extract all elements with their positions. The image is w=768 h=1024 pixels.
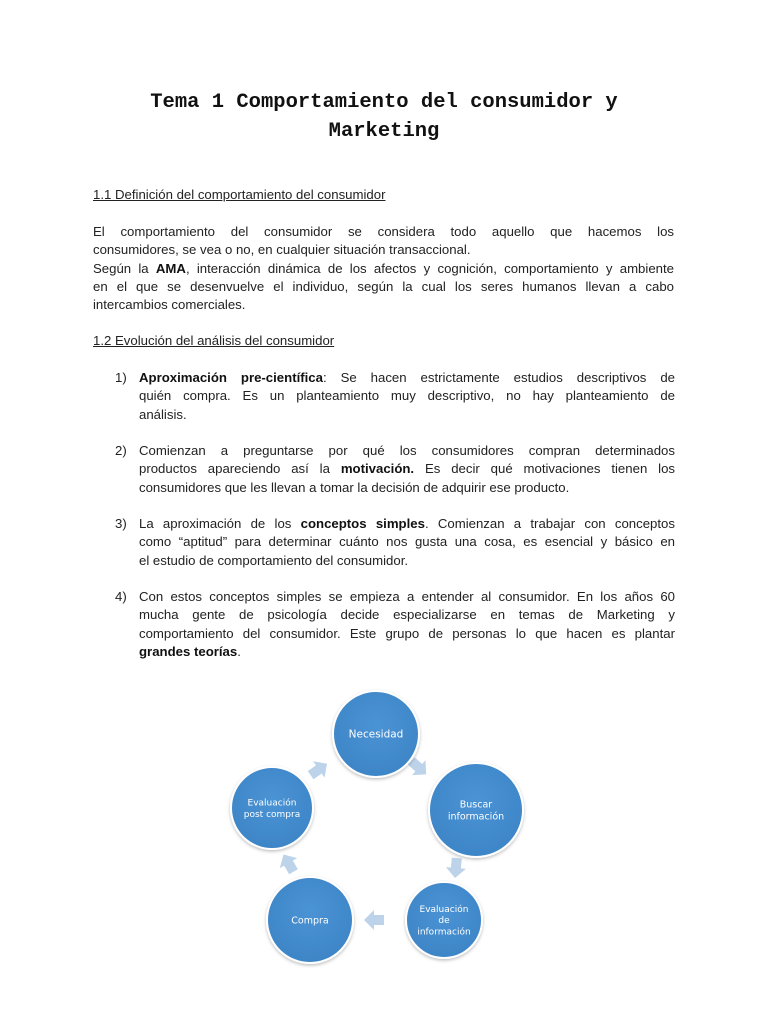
cycle-arrow bbox=[445, 857, 467, 879]
paragraph-line: Con estos conceptos simples se empieza a entender al consumidor. En los años 60 bbox=[139, 589, 675, 604]
cycle-node-compra bbox=[267, 877, 353, 963]
text-run: Según la bbox=[93, 260, 156, 276]
paragraph-line: como “aptitud” para determinar cuánto nos gusta una cosa, es esencial y básico en bbox=[139, 534, 675, 550]
page-title bbox=[60, 88, 708, 146]
node-label: información bbox=[417, 927, 471, 938]
list-item-number: 2) bbox=[115, 443, 127, 458]
list-item-body bbox=[139, 515, 675, 570]
node-label: Compra bbox=[291, 915, 329, 927]
node-label: Evaluación bbox=[247, 798, 297, 809]
paragraph-line: el estudio de comportamiento del consumidor. bbox=[139, 552, 409, 568]
consumer-decision-cycle-diagram bbox=[200, 684, 560, 974]
cycle-arrow bbox=[364, 910, 384, 930]
page-title-line-2: Marketing bbox=[328, 120, 440, 143]
node-label: post compra bbox=[243, 809, 301, 820]
cycle-node-necesidad bbox=[333, 691, 419, 777]
text-run: , interacción dinámica de los afectos y cognición, comportamiento y ambiente bbox=[185, 260, 674, 276]
arrow-shape bbox=[305, 755, 333, 783]
paragraph-line: análisis. bbox=[139, 406, 187, 422]
paragraph-line: consumidores que les llevan a tomar la decisión de adquirir ese producto. bbox=[139, 479, 570, 495]
node-label: Buscar bbox=[459, 799, 493, 811]
bold-term: grandes teorías bbox=[139, 643, 238, 659]
paragraph-line: intercambios comerciales. bbox=[93, 297, 246, 313]
arrow-shape bbox=[275, 849, 302, 876]
list-item-number: 4) bbox=[115, 589, 127, 604]
paragraph-line: mucha gente de psicología decide especializarse en temas de Marketing y bbox=[139, 607, 675, 623]
section-1-heading: 1.1 Definición del comportamiento del consumidor bbox=[93, 187, 386, 202]
paragraph-line: en el que se desenvuelve el individuo, según la cual los seres humanos llevan a cabo bbox=[93, 278, 674, 294]
text-run: . Comienzan a trabajar con conceptos bbox=[424, 516, 675, 531]
text-run: Es decir qué motivaciones tienen los bbox=[414, 461, 675, 477]
cycle-node-buscar bbox=[429, 763, 523, 857]
page-title-line-1: Tema 1 Comportamiento del consumidor y bbox=[150, 91, 618, 114]
cycle-node-evaluacion-post bbox=[231, 767, 313, 849]
section-2-heading: 1.2 Evolución del análisis del consumidor bbox=[93, 333, 335, 348]
node-label: Necesidad bbox=[348, 728, 404, 741]
cycle-arrow bbox=[305, 755, 333, 783]
paragraph-line bbox=[139, 369, 675, 387]
list-item-body bbox=[139, 442, 675, 497]
arrow-shape bbox=[364, 910, 384, 930]
paragraph-line bbox=[139, 515, 675, 533]
node-label: información bbox=[447, 811, 505, 823]
list-item-body bbox=[139, 369, 675, 424]
paragraph-line: consumidores, se vea o no, en cualquier situación transaccional. bbox=[93, 242, 471, 258]
ama-bold: AMA bbox=[155, 260, 186, 276]
node-label: Evaluación bbox=[419, 904, 469, 915]
arrow-shape bbox=[445, 857, 467, 879]
paragraph-line bbox=[93, 260, 674, 278]
text-run: : Se hacen estrictamente estudios descriptivos de bbox=[322, 370, 675, 385]
bold-term: conceptos simples bbox=[300, 516, 425, 531]
paragraph-line: quién compra. Es un planteamiento muy descriptivo, no hay planteamiento de bbox=[139, 388, 675, 404]
bold-term: Aproximación pre-científica bbox=[139, 370, 323, 385]
list-item-number: 3) bbox=[115, 516, 127, 531]
list-item-body bbox=[139, 588, 675, 661]
paragraph-line: El comportamiento del consumidor se considera todo aquello que hacemos los bbox=[93, 224, 674, 239]
section-1-paragraph-1 bbox=[93, 223, 674, 314]
cycle-arrow bbox=[275, 849, 302, 876]
cycle-node-evaluacion-info bbox=[406, 882, 482, 958]
paragraph-line: Comienzan a preguntarse por qué los consumidores compran determinados bbox=[139, 443, 675, 458]
node-label: de bbox=[438, 916, 450, 927]
list-item-number: 1) bbox=[115, 370, 127, 385]
paragraph-line bbox=[139, 643, 675, 661]
text-run: productos apareciendo así la bbox=[139, 461, 341, 477]
paragraph-line: comportamiento del consumidor. Este grupo de personas lo que hacen es plantar bbox=[139, 625, 675, 641]
paragraph-line bbox=[139, 460, 675, 478]
bold-term: motivación. bbox=[340, 461, 415, 477]
text-run: La aproximación de los bbox=[139, 516, 301, 531]
text-run: . bbox=[237, 643, 241, 659]
